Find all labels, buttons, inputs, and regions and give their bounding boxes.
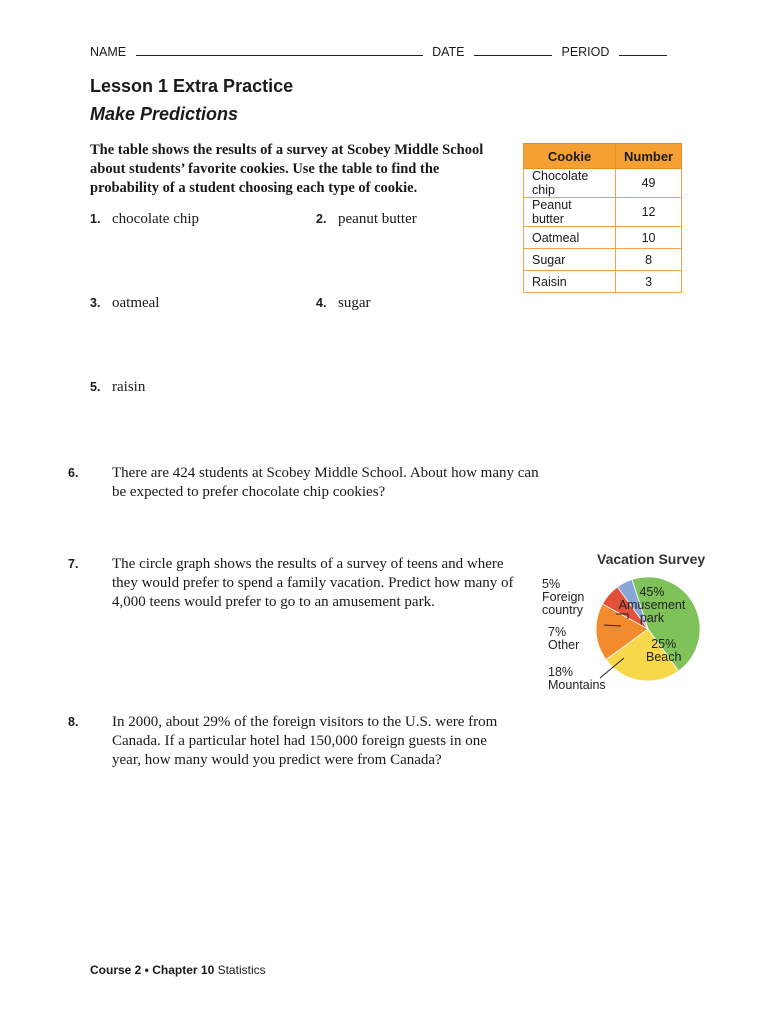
name-field[interactable] xyxy=(136,54,423,56)
cookie-cell: Raisin xyxy=(524,271,616,293)
question-text: sugar xyxy=(338,295,371,311)
cookie-table xyxy=(523,143,682,293)
slice-name: Other xyxy=(548,638,580,652)
question-text: raisin xyxy=(112,379,146,395)
table-row xyxy=(524,271,682,293)
table-row xyxy=(524,249,682,271)
cookie-cell: Oatmeal xyxy=(524,227,616,249)
footer-course: Course 2 • Chapter 10 xyxy=(90,963,215,977)
slice-name: Mountains xyxy=(548,678,606,692)
question-7 xyxy=(68,555,522,612)
question-text: There are 424 students at Scobey Middle School. About how many can be expected to prefer chocolate chip cookies? xyxy=(112,465,539,500)
date-field[interactable] xyxy=(474,54,552,56)
question-4 xyxy=(316,294,371,313)
question-number: 1. xyxy=(90,212,101,226)
question-5 xyxy=(90,378,145,397)
slice-pct: 45% xyxy=(639,585,665,599)
slice-pct: 7% xyxy=(548,625,567,639)
table-header-number: Number xyxy=(616,144,682,169)
question-number: 2. xyxy=(316,212,327,226)
footer xyxy=(90,963,266,977)
question-6 xyxy=(68,464,550,502)
table-row xyxy=(524,227,682,249)
question-text: The circle graph shows the results of a survey of teens and where they would prefer to spend a family vacation. Predict how many of 4,000 teens would prefer to go to an amusement park. xyxy=(112,556,514,610)
slice-pct: 18% xyxy=(548,665,574,679)
cookie-cell: Sugar xyxy=(524,249,616,271)
number-cell: 8 xyxy=(616,249,682,271)
name-label: NAME xyxy=(90,45,127,59)
question-1 xyxy=(90,210,199,229)
period-field[interactable] xyxy=(619,54,667,56)
question-number: 5. xyxy=(90,380,101,394)
slice-pct: 5% xyxy=(542,577,561,591)
lesson-title: Lesson 1 Extra Practice xyxy=(90,76,294,96)
question-2 xyxy=(316,210,417,229)
slice-name: Foreign country xyxy=(542,590,585,617)
question-text: peanut butter xyxy=(338,211,417,227)
slice-label-amusement xyxy=(614,586,690,625)
slice-label-other xyxy=(548,626,579,652)
lesson-subtitle: Make Predictions xyxy=(90,104,239,124)
table-header-cookie: Cookie xyxy=(524,144,616,169)
cookie-cell: Peanut butter xyxy=(524,198,616,227)
question-number: 6. xyxy=(68,466,79,480)
question-text: oatmeal xyxy=(112,295,160,311)
slice-name: Amusement park xyxy=(618,598,686,625)
date-label: DATE xyxy=(432,45,465,59)
slice-label-mountains xyxy=(548,666,606,692)
intro-text: The table shows the results of a survey at Scobey Middle School about students’ favorite cookies. Use the table to find the probability of a student choosing each type of cookie. xyxy=(90,142,484,196)
table-row xyxy=(524,169,682,198)
slice-name: Beach xyxy=(646,650,682,664)
table-row xyxy=(524,198,682,227)
number-cell: 12 xyxy=(616,198,682,227)
number-cell: 3 xyxy=(616,271,682,293)
question-number: 8. xyxy=(68,715,79,729)
period-label: PERIOD xyxy=(561,45,610,59)
question-number: 4. xyxy=(316,296,327,310)
slice-pct: 25% xyxy=(651,637,677,651)
number-cell: 10 xyxy=(616,227,682,249)
number-cell: 49 xyxy=(616,169,682,198)
question-text: In 2000, about 29% of the foreign visitors to the U.S. were from Canada. If a particular hotel had 150,000 foreign guests in one year, how many would you predict were from Canada? xyxy=(112,714,498,768)
slice-label-foreign xyxy=(542,578,594,617)
header-line xyxy=(90,45,690,59)
cookie-cell: Chocolate chip xyxy=(524,169,616,198)
question-number: 3. xyxy=(90,296,101,310)
question-text: chocolate chip xyxy=(112,211,200,227)
slice-label-beach xyxy=(646,638,681,664)
question-3 xyxy=(90,294,159,313)
footer-subject: Statistics xyxy=(217,963,266,977)
pie-chart-title: Vacation Survey xyxy=(597,551,706,567)
question-8 xyxy=(68,713,510,770)
question-number: 7. xyxy=(68,557,79,571)
